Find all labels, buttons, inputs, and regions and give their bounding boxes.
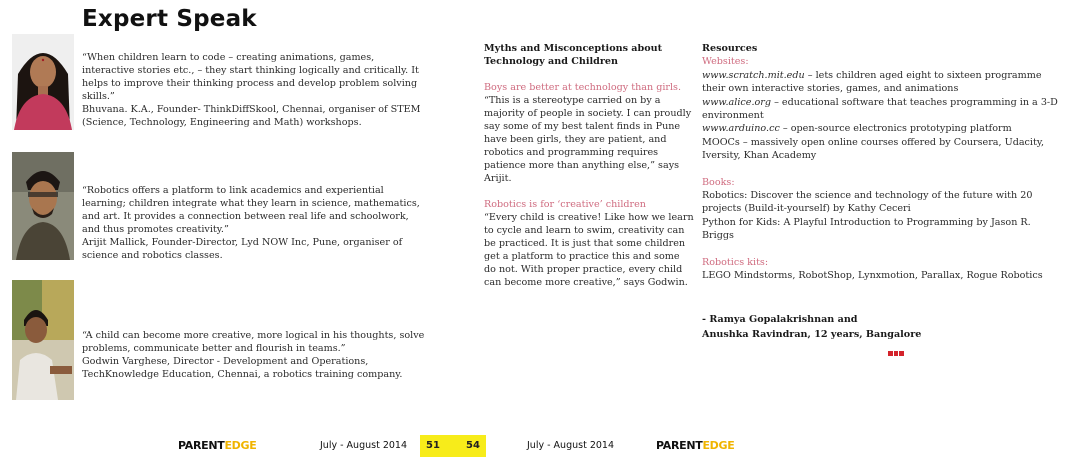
kits-label: Robotics kits: (702, 256, 769, 268)
quote-text: “A child can become more creative, more logical in his thoughts, solve problems, communicate better and flourish in teams.” (82, 330, 425, 354)
page-number-left: 51 (426, 440, 440, 451)
quote-author: Godwin Varghese, Director - Development and Operations, TechKnowledge Education, Chennai, a robotics training company. (82, 355, 403, 380)
page-number-badge (420, 435, 486, 457)
quote-text: “When children learn to code – creating animations, games, interactive stories etc., – they start thinking logically and critically. It helps to improve their thinking process and develop problem solving skills.” (82, 52, 419, 102)
footer-date-right: July - August 2014 (527, 440, 614, 451)
footer-date-left: July - August 2014 (320, 440, 407, 451)
myth-subheading: Robotics is for ‘creative’ children (484, 199, 646, 210)
website-item: www.arduino.cc – open-source electronics prototyping platform (702, 123, 1012, 135)
article-credit (702, 312, 921, 342)
page-title: Expert Speak (82, 6, 257, 32)
website-link[interactable]: www.arduino.cc (702, 123, 780, 135)
websites-label: Websites: (702, 56, 749, 68)
quote-bhuvana (82, 52, 427, 129)
footer-logo-right: PARENTEDGE (656, 439, 735, 452)
book-item: Robotics: Discover the science and technology of the future with 20 projects (Build-it-yourself) by Kathy Ceceri (702, 190, 1033, 215)
quote-author: Arijit Mallick, Founder-Director, Lyd NOW Inc, Pune, organiser of science and robotics classes. (82, 236, 403, 261)
resources-heading: Resources (702, 43, 758, 54)
website-link[interactable]: www.scratch.mit.edu (702, 69, 805, 81)
quote-arijit (82, 185, 427, 262)
credit-line: Anushka Ravindran, 12 years, Bangalore (702, 329, 922, 340)
resources-section (702, 42, 1062, 283)
expert-photo-bhuvana (12, 34, 74, 130)
myth-text: “This is a stereotype carried on by a majority of people in society. I can proudly say some of my best talent finds in Pune have been girls, they are patient, and robotics and programming requires patience more than anything else,” says Arijit. (484, 95, 692, 184)
website-link[interactable]: www.alice.org (702, 96, 772, 108)
quote-author: Bhuvana. K.A., Founder- ThinkDiffSkool, Chennai, organiser of STEM (Science, Technology, Engineering and Math) workshops. (82, 103, 421, 128)
myths-section (484, 42, 694, 289)
expert-photo-godwin (12, 280, 74, 400)
website-item: www.alice.org – educational software that teaches programming in a 3-D environment (702, 96, 1058, 122)
expert-photo-arijit (12, 152, 74, 260)
credit-line: - Ramya Gopalakrishnan and (702, 314, 858, 325)
footer-logo-left: PARENTEDGE (178, 439, 257, 452)
book-item: Python for Kids: A Playful Introduction to Programming by Jason R. Briggs (702, 216, 1031, 242)
myth-text: “Every child is creative! Like how we learn to cycle and learn to swim, creativity can be practiced. It is just that some children get a platform to practice this and some do not. With proper practice, every child can become more creative,” says Godwin. (484, 212, 694, 288)
myths-heading: Myths and Misconceptions about Technology and Children (484, 43, 663, 67)
page-number-right: 54 (466, 440, 480, 451)
books-label: Books: (702, 176, 735, 188)
end-mark-icon (888, 351, 904, 356)
kits-list: LEGO Mindstorms, RobotShop, Lynxmotion, Parallax, Rogue Robotics (702, 270, 1043, 282)
website-item: MOOCs – massively open online courses offered by Coursera, Udacity, Iversity, Khan Academy (702, 136, 1045, 162)
quote-text: “Robotics offers a platform to link academics and experiential learning; children integrate what they learn in science, mathematics, and art. It provides a connection between real life and schoolwork, and thus promotes creativity.” (82, 185, 420, 235)
myth-subheading: Boys are better at technology than girls. (484, 82, 682, 93)
website-item: www.scratch.mit.edu – lets children aged eight to sixteen programme their own interactive stories, games, and animations (702, 69, 1042, 95)
quote-godwin (82, 330, 427, 382)
